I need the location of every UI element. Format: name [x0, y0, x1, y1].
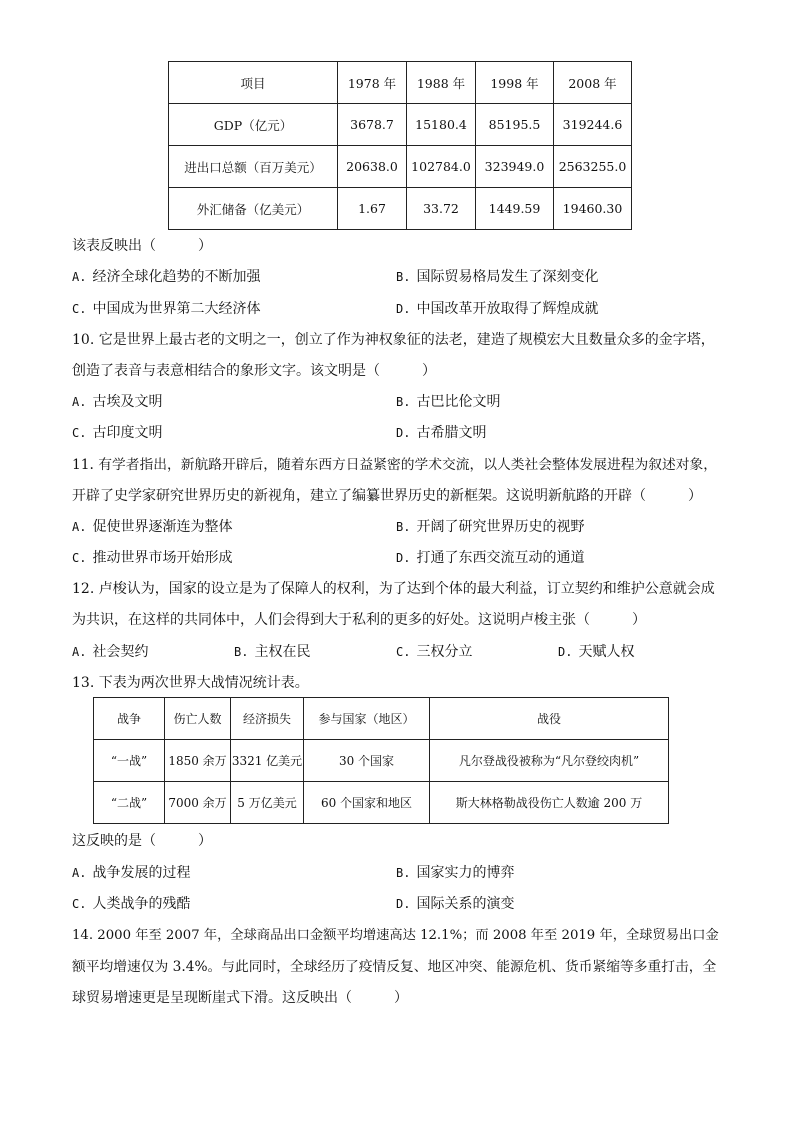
option-text: 古希腊文明: [416, 425, 487, 441]
option-label: C.: [72, 897, 87, 911]
option-text: 天赋人权: [578, 644, 635, 660]
option-text: 古巴比伦文明: [416, 394, 501, 410]
table-cell: 20638.0: [338, 146, 407, 188]
option-label: B.: [396, 520, 411, 534]
option-text: 古埃及文明: [92, 394, 163, 410]
table-header-cell: 经济损失: [231, 698, 304, 740]
table-header-cell: 2008 年: [554, 62, 632, 104]
option-c[interactable]: [72, 895, 190, 913]
option-d[interactable]: [396, 895, 514, 913]
option-text: 推动世界市场开始形成: [92, 550, 233, 566]
option-a[interactable]: [72, 864, 190, 882]
table-cell: 凡尔登战役被称为“凡尔登绞肉机”: [430, 740, 669, 782]
question-14-line-2: 额平均增速仅为 3.4%。与此同时，全球经历了疫情反复、地区冲突、能源危机、货币紧缩等多重打击，全: [72, 959, 717, 975]
table-cell: 60 个国家和地区: [304, 782, 430, 824]
world-wars-table: [93, 697, 669, 824]
table-cell: 30 个国家: [304, 740, 430, 782]
option-label: C.: [72, 426, 87, 440]
option-text: 经济全球化趋势的不断加强: [92, 269, 261, 285]
option-label: D.: [396, 302, 411, 316]
option-label: B.: [396, 866, 411, 880]
option-b[interactable]: [396, 518, 584, 536]
option-c[interactable]: [396, 643, 472, 661]
option-label: C.: [72, 302, 87, 316]
question-12-stem-line-2: 为共识，在这样的共同体中，人们会得到大于私利的更多的好处。这说明卢梭主张（ ）: [72, 612, 646, 628]
option-c[interactable]: [72, 424, 162, 442]
option-label: A.: [72, 520, 87, 534]
option-label: C.: [396, 645, 411, 659]
table-cell: 15180.4: [407, 104, 476, 146]
option-label: D.: [396, 551, 411, 565]
option-text: 人类战争的残酷: [92, 896, 191, 912]
option-text: 主权在民: [254, 644, 311, 660]
option-label: B.: [396, 270, 411, 284]
option-a[interactable]: [72, 268, 260, 286]
option-d[interactable]: [396, 424, 486, 442]
table-row: [169, 188, 632, 230]
table-header-cell: 参与国家（地区）: [304, 698, 430, 740]
option-text: 开阔了研究世界历史的视野: [416, 519, 585, 535]
option-b[interactable]: [396, 864, 514, 882]
option-c[interactable]: [72, 549, 232, 567]
table-cell: 7000 余万: [165, 782, 231, 824]
table-row: [169, 104, 632, 146]
question-9-stem: 该表反映出（ ）: [72, 238, 212, 254]
table-header-cell: 1978 年: [338, 62, 407, 104]
option-label: D.: [396, 426, 411, 440]
table-cell: 319244.6: [554, 104, 632, 146]
table-cell: “二战”: [94, 782, 165, 824]
table-row: [169, 146, 632, 188]
option-text: 三权分立: [416, 644, 473, 660]
option-text: 中国成为世界第二大经济体: [92, 301, 261, 317]
table-cell: 斯大林格勒战役伤亡人数逾 200 万: [430, 782, 669, 824]
option-label: B.: [396, 395, 411, 409]
option-label: C.: [72, 551, 87, 565]
table-header-cell: 战役: [430, 698, 669, 740]
table-header-cell: 1988 年: [407, 62, 476, 104]
table-cell: 进出口总额（百万美元）: [169, 146, 338, 188]
option-b[interactable]: [396, 393, 500, 411]
option-label: A.: [72, 395, 87, 409]
question-14-line-1: 14. 2000 年至 2007 年，全球商品出口金额平均增速高达 12.1%；而 2008 年至 2019 年，全球贸易出口金: [72, 928, 719, 943]
question-12-stem-line-1: 12. 卢梭认为，国家的设立是为了保障人的权利，为了达到个体的最大利益，订立契约和维护公意就会成: [72, 581, 715, 597]
option-text: 国际贸易格局发生了深刻变化: [416, 269, 599, 285]
question-11-stem-line-1: 11. 有学者指出，新航路开辟后，随着东西方日益紧密的学术交流，以人类社会整体发展进程为叙述对象，: [72, 457, 717, 473]
question-10-stem-line-2: 创造了表音与表意相结合的象形文字。该文明是（ ）: [72, 363, 436, 379]
table-cell: “一战”: [94, 740, 165, 782]
table-header-cell: 伤亡人数: [165, 698, 231, 740]
table-header-row: [94, 698, 669, 740]
table-cell: 102784.0: [407, 146, 476, 188]
option-text: 国际关系的演变: [416, 896, 515, 912]
table-cell: 3678.7: [338, 104, 407, 146]
table-cell: 85195.5: [476, 104, 554, 146]
option-text: 战争发展的过程: [92, 865, 191, 881]
option-d[interactable]: [396, 549, 584, 567]
table-cell: GDP（亿元）: [169, 104, 338, 146]
option-label: D.: [396, 897, 411, 911]
option-a[interactable]: [72, 518, 232, 536]
table-cell: 1449.59: [476, 188, 554, 230]
table-cell: 33.72: [407, 188, 476, 230]
economic-data-table: [168, 61, 632, 230]
table-cell: 1.67: [338, 188, 407, 230]
table-header-cell: 战争: [94, 698, 165, 740]
table-cell: 1850 余万: [165, 740, 231, 782]
table-header-cell: 项目: [169, 62, 338, 104]
option-text: 打通了东西交流互动的通道: [416, 550, 585, 566]
question-11-stem-line-2: 开辟了史学家研究世界历史的新视角，建立了编纂世界历史的新框架。这说明新航路的开辟（ ）: [72, 488, 702, 504]
option-d[interactable]: [558, 643, 634, 661]
question-10-stem-line-1: 10. 它是世界上最古老的文明之一，创立了作为神权象征的法老，建造了规模宏大且数量众多的金字塔，: [72, 332, 715, 348]
option-label: A.: [72, 645, 87, 659]
question-14-line-3: 球贸易增速更是呈现断崖式下滑。这反映出（ ）: [72, 990, 408, 1006]
option-b[interactable]: [396, 268, 598, 286]
table-cell: 3321 亿美元: [231, 740, 304, 782]
option-a[interactable]: [72, 393, 162, 411]
option-a[interactable]: [72, 643, 148, 661]
table-cell: 323949.0: [476, 146, 554, 188]
option-label: A.: [72, 866, 87, 880]
option-label: A.: [72, 270, 87, 284]
option-text: 促使世界逐渐连为整体: [92, 519, 233, 535]
table-cell: 2563255.0: [554, 146, 632, 188]
table-cell: 5 万亿美元: [231, 782, 304, 824]
table-row: [94, 782, 669, 824]
table-header-cell: 1998 年: [476, 62, 554, 104]
option-text: 中国改革开放取得了辉煌成就: [416, 301, 599, 317]
option-b[interactable]: [234, 643, 310, 661]
table-cell: 外汇储备（亿美元）: [169, 188, 338, 230]
question-13-after: 这反映的是（ ）: [72, 833, 212, 849]
table-cell: 19460.30: [554, 188, 632, 230]
table-row: [94, 740, 669, 782]
option-label: D.: [558, 645, 573, 659]
table-header-row: [169, 62, 632, 104]
question-13-stem: 13. 下表为两次世界大战情况统计表。: [72, 675, 309, 691]
option-text: 古印度文明: [92, 425, 163, 441]
option-d[interactable]: [396, 300, 598, 318]
option-text: 社会契约: [92, 644, 149, 660]
option-c[interactable]: [72, 300, 260, 318]
option-text: 国家实力的博弈: [416, 865, 515, 881]
option-label: B.: [234, 645, 249, 659]
